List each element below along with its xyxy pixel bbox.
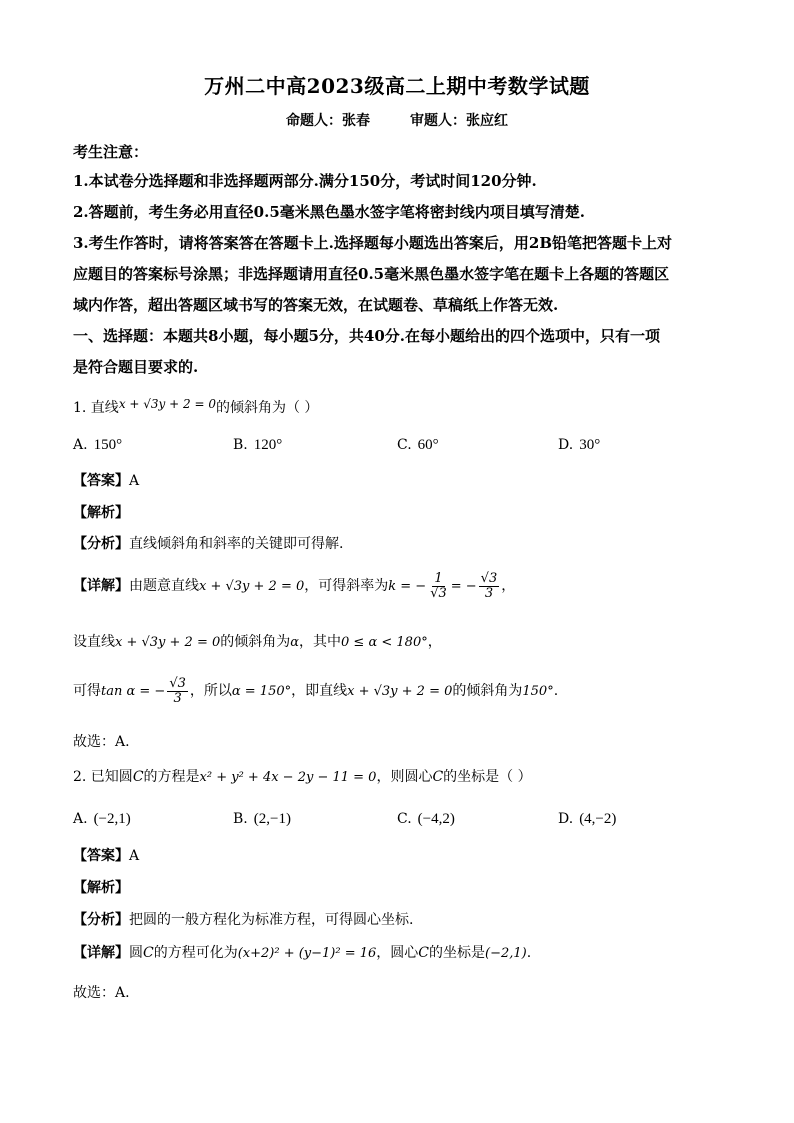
q1-option-c: C. 60°: [397, 437, 439, 453]
q2-fenxi: 【分析】把圆的一般方程化为标准方程，可得圆心坐标.: [73, 912, 414, 928]
q1-answer: 【答案】A: [73, 473, 140, 489]
q1-detail-2: 设直线x + √3y + 2 = 0的倾斜角为α，其中0 ≤ α < 180°，: [73, 634, 442, 650]
question-1: 1. 直线x + √3y + 2 = 0的倾斜角为（ ）: [73, 397, 319, 416]
q1-option-b: B. 120°: [233, 437, 283, 453]
exam-authors: [0, 110, 794, 130]
question-2: 2. 已知圆C的方程是x² + y² + 4x − 2y − 11 = 0，则圆心C的坐标是（ ）: [73, 769, 532, 785]
notice-item-3-line-3: 域内作答，超出答题区域书写的答案无效，在试题卷、草稿纸上作答无效.: [73, 296, 559, 314]
q1-frac-1: $\frac{1}{√3}$: [430, 571, 447, 602]
q1-analysis-label: 【解析】: [73, 505, 129, 521]
q2-option-d: D. (4,−2): [558, 811, 617, 827]
author: 命题人：张春: [286, 113, 370, 129]
q1-detail-1: 【详解】 由题意直线 x + √3y + 2 = 0 ，可得斜率为 k = − $\frac{1}{√3}$ = − $\frac{√3}{3}$ ，: [73, 571, 516, 602]
q2-option-c: C. (−4,2): [397, 811, 455, 827]
q1-detail-3: 可得 tan α = − $\frac{√3}{3}$ ，所以 α = 150° ，即直线 x + √3y + 2 = 0 的倾斜角为 150° .: [73, 676, 559, 707]
notice-item-3-line-1: 3.考生作答时，请将答案答在答题卡上.选择题每小题选出答案后，用2B铅笔把答题卡上对: [73, 234, 673, 252]
notice-heading: 考生注意：: [73, 143, 149, 161]
notice-item-1: 1.本试卷分选择题和非选择题两部分.满分150分，考试时间120分钟.: [73, 172, 537, 190]
q1-frac-3: $\frac{√3}{3}$: [169, 676, 186, 707]
q2-equation: x² + y² + 4x − 2y − 11 = 0: [199, 770, 377, 785]
q2-conclusion: 故选：A.: [73, 985, 130, 1001]
section-heading-line-2: 是符合题目要求的.: [73, 358, 199, 376]
notice-item-2: 2.答题前，考生务必用直径0.5毫米黑色墨水签字笔将密封线内项目填写清楚.: [73, 203, 585, 221]
q2-option-a: A. (−2,1): [73, 811, 131, 827]
q1-option-a: A. 150°: [73, 437, 123, 453]
q1-conclusion: 故选：A.: [73, 734, 130, 750]
q2-detail: 【详解】圆C的方程可化为(x+2)² + (y−1)² = 16，圆心C的坐标是(−2,1).: [73, 945, 532, 961]
q1-equation: x + √3y + 2 = 0: [118, 397, 216, 411]
q2-analysis-label: 【解析】: [73, 880, 129, 896]
q2-answer: 【答案】A: [73, 848, 140, 864]
q2-option-b: B. (2,−1): [233, 811, 291, 827]
q1-option-d: D. 30°: [558, 437, 601, 453]
page-title: 万州二中高2023级高二上期中考数学试题: [204, 74, 590, 98]
section-heading-line-1: 一、选择题：本题共8小题，每小题5分，共40分.在每小题给出的四个选项中，只有一项: [73, 327, 660, 345]
q1-frac-2: $\frac{√3}{3}$: [480, 571, 498, 602]
notice-item-3-line-2: 应题目的答案标号涂黑；非选择题请用直径0.5毫米黑色墨水签字笔在题卡上各题的答题区: [73, 265, 670, 283]
reviewer: 审题人：张应红: [410, 113, 508, 129]
q1-fenxi: 【分析】直线倾斜角和斜率的关键即可得解.: [73, 536, 344, 552]
